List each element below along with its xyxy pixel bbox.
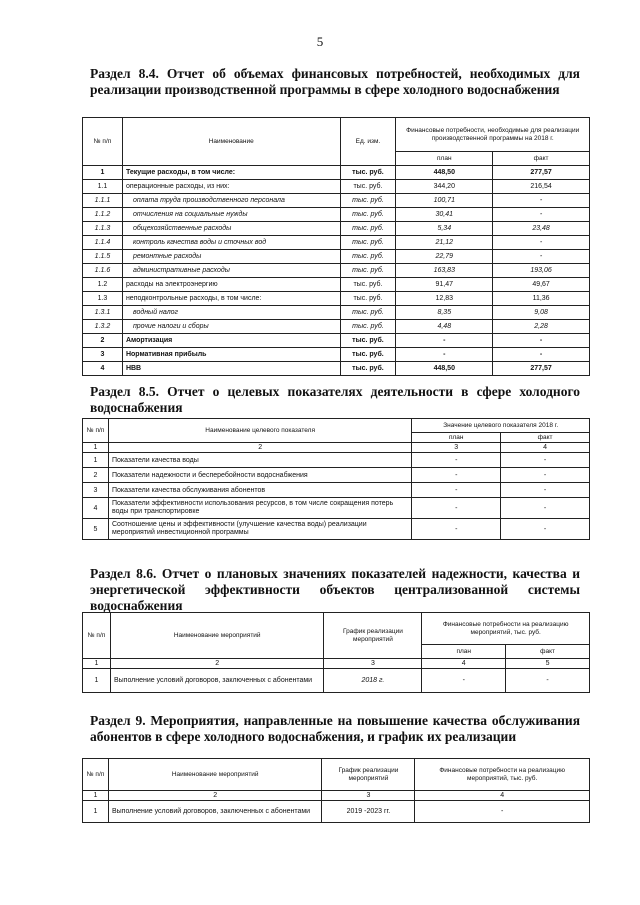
row-plan: - (396, 334, 493, 348)
row-plan: 22,79 (396, 250, 493, 264)
row-plan: - (412, 483, 501, 498)
row-plan: 448,50 (396, 166, 493, 180)
row-fact: 49,67 (493, 278, 590, 292)
row-num: 1.1.5 (83, 250, 123, 264)
row-unit: тыс. руб. (340, 278, 396, 292)
col-header-num: № п/п (83, 759, 109, 791)
col-header-name: Наименование (122, 118, 340, 166)
row-name: отчисления на социальные нужды (122, 208, 340, 222)
page-number: 5 (316, 34, 324, 49)
table-row (83, 278, 590, 292)
row-name: прочие налоги и сборы (122, 320, 340, 334)
row-name: НВВ (122, 362, 340, 376)
row-plan: 4,48 (396, 320, 493, 334)
row-fact: 216,54 (493, 180, 590, 194)
service-measures-table (82, 758, 590, 823)
row-unit: тыс. руб. (340, 306, 396, 320)
row-fact: - (506, 669, 590, 693)
row-plan: 448,50 (396, 362, 493, 376)
index-cell: 3 (322, 791, 415, 801)
reliability-plan-table (82, 612, 590, 693)
table-row (83, 292, 590, 306)
row-fact: - (501, 519, 590, 540)
row-plan: - (412, 519, 501, 540)
table-row (83, 208, 590, 222)
row-num: 1.3 (83, 292, 123, 306)
row-num: 4 (83, 498, 109, 519)
row-fact: - (501, 483, 590, 498)
row-fact: 277,57 (493, 362, 590, 376)
row-num: 1 (83, 453, 109, 468)
table-row (83, 334, 590, 348)
table-row (83, 166, 590, 180)
row-name: ремонтные расходы (122, 250, 340, 264)
row-unit: тыс. руб. (340, 264, 396, 278)
row-name: Показатели качества обслуживания абонентов (108, 483, 411, 498)
table-row (83, 236, 590, 250)
row-plan: 344,20 (396, 180, 493, 194)
row-plan: - (396, 348, 493, 362)
row-name: неподконтрольные расходы, в том числе: (122, 292, 340, 306)
table-row (83, 498, 590, 519)
col-header-fact: факт (501, 433, 590, 443)
table-row (83, 483, 590, 498)
col-header-fact: факт (493, 152, 590, 166)
row-fact: 277,57 (493, 166, 590, 180)
row-fact: - (493, 348, 590, 362)
table-row (83, 264, 590, 278)
row-unit: тыс. руб. (340, 320, 396, 334)
index-cell: 5 (506, 659, 590, 669)
col-header-plan: план (412, 433, 501, 443)
index-cell: 2 (108, 443, 411, 453)
table-row (83, 320, 590, 334)
section-8-6-title: Раздел 8.6. Отчет о плановых значениях показателей надежности, качества и энергетической эффективности объектов централизованной системы водоснабжения (90, 566, 580, 613)
col-header-fact: факт (506, 645, 590, 659)
index-cell: 2 (108, 791, 322, 801)
row-num: 1.1.6 (83, 264, 123, 278)
row-num: 1.1.3 (83, 222, 123, 236)
row-name: Нормативная прибыль (122, 348, 340, 362)
col-header-name: Наименование целевого показателя (108, 419, 411, 443)
col-header-name: Наименование мероприятий (110, 613, 324, 659)
row-unit: тыс. руб. (340, 334, 396, 348)
row-fact: - (493, 194, 590, 208)
row-num: 1.3.2 (83, 320, 123, 334)
table-row (83, 306, 590, 320)
row-name: Выполнение условий договоров, заключенных с абонентами (108, 801, 322, 823)
col-header-fin: Финансовые потребности, необходимые для реализации производственной программы на 2018 г. (396, 118, 590, 152)
row-unit: тыс. руб. (340, 194, 396, 208)
row-unit: тыс. руб. (340, 208, 396, 222)
row-plan: - (412, 468, 501, 483)
row-name: оплата труда производственного персонала (122, 194, 340, 208)
row-unit: тыс. руб. (340, 180, 396, 194)
row-schedule: 2019 -2023 гг. (322, 801, 415, 823)
row-num: 1.1.2 (83, 208, 123, 222)
row-num: 1.2 (83, 278, 123, 292)
table-row (83, 453, 590, 468)
row-fact: - (501, 468, 590, 483)
row-num: 1 (83, 166, 123, 180)
row-unit: тыс. руб. (340, 166, 396, 180)
row-name: водный налог (122, 306, 340, 320)
row-fact: 9,08 (493, 306, 590, 320)
row-unit: тыс. руб. (340, 362, 396, 376)
row-unit: тыс. руб. (340, 222, 396, 236)
row-name: Амортизация (122, 334, 340, 348)
row-fact: - (501, 498, 590, 519)
row-fact: - (501, 453, 590, 468)
row-num: 2 (83, 334, 123, 348)
row-name: Выполнение условий договоров, заключенных с абонентами (110, 669, 324, 693)
index-cell: 4 (501, 443, 590, 453)
row-name: Текущие расходы, в том числе: (122, 166, 340, 180)
row-unit: тыс. руб. (340, 348, 396, 362)
row-num: 1.3.1 (83, 306, 123, 320)
row-plan: 91,47 (396, 278, 493, 292)
row-plan: 21,12 (396, 236, 493, 250)
financial-needs-table (82, 117, 590, 376)
col-header-num: № п/п (83, 613, 111, 659)
row-name: Показатели надежности и бесперебойности водоснабжения (108, 468, 411, 483)
row-plan: 5,34 (396, 222, 493, 236)
col-header-plan: план (422, 645, 506, 659)
col-header-schedule: График реализации мероприятий (324, 613, 422, 659)
row-name: Показатели эффективности использования ресурсов, в том числе сокращения потерь воды при транспортировке (108, 498, 411, 519)
row-name: Показатели качества воды (108, 453, 411, 468)
row-plan: - (422, 669, 506, 693)
col-header-num: № п/п (83, 419, 109, 443)
row-plan: 12,83 (396, 292, 493, 306)
index-cell: 4 (415, 791, 590, 801)
row-fact: - (493, 208, 590, 222)
row-fact: - (493, 250, 590, 264)
row-unit: тыс. руб. (340, 292, 396, 306)
col-header-unit: Ед. изм. (340, 118, 396, 166)
row-num: 1.1.4 (83, 236, 123, 250)
index-cell: 1 (83, 791, 109, 801)
index-cell: 1 (83, 659, 111, 669)
row-fact: 2,28 (493, 320, 590, 334)
row-plan: - (412, 498, 501, 519)
col-header-schedule: График реализации мероприятий (322, 759, 415, 791)
col-header-fin: Финансовые потребности на реализацию мероприятий, тыс. руб. (422, 613, 590, 645)
row-num: 2 (83, 468, 109, 483)
row-name: контроль качества воды и сточных вод (122, 236, 340, 250)
row-schedule: 2018 г. (324, 669, 422, 693)
section-8-5-title: Раздел 8.5. Отчет о целевых показателях деятельности в сфере холодного водоснабжения (90, 384, 580, 415)
row-num: 1.1.1 (83, 194, 123, 208)
row-num: 1 (83, 669, 111, 693)
table-row (83, 669, 590, 693)
row-unit: тыс. руб. (340, 250, 396, 264)
table-row (83, 468, 590, 483)
row-name: операционные расходы, из них: (122, 180, 340, 194)
target-indicators-table (82, 418, 590, 540)
row-unit: тыс. руб. (340, 236, 396, 250)
index-cell: 4 (422, 659, 506, 669)
col-header-num: № п/п (83, 118, 123, 166)
col-header-fin: Финансовые потребности на реализацию мероприятий, тыс. руб. (415, 759, 590, 791)
row-name: общехозяйственные расходы (122, 222, 340, 236)
index-cell: 3 (324, 659, 422, 669)
table-row (83, 194, 590, 208)
row-plan: 8,35 (396, 306, 493, 320)
row-fact: 23,48 (493, 222, 590, 236)
row-num: 1.1 (83, 180, 123, 194)
index-cell: 1 (83, 443, 109, 453)
table-row (83, 180, 590, 194)
row-num: 1 (83, 801, 109, 823)
row-fact: 11,36 (493, 292, 590, 306)
row-fin: - (415, 801, 590, 823)
row-plan: 100,71 (396, 194, 493, 208)
row-num: 3 (83, 483, 109, 498)
table-row (83, 362, 590, 376)
row-fact: - (493, 334, 590, 348)
col-header-value: Значение целевого показателя 2018 г. (412, 419, 590, 433)
col-header-name: Наименование мероприятий (108, 759, 322, 791)
row-name: административные расходы (122, 264, 340, 278)
row-fact: 193,06 (493, 264, 590, 278)
col-header-plan: план (396, 152, 493, 166)
row-name: Соотношение цены и эффективности (улучшение качества воды) реализации мероприятий инвестиционной программы (108, 519, 411, 540)
row-name: расходы на электроэнергию (122, 278, 340, 292)
section-9-title: Раздел 9. Мероприятия, направленные на повышение качества обслуживания абонентов в сфере холодного водоснабжения, и график их реализации (90, 713, 580, 744)
row-num: 5 (83, 519, 109, 540)
table-row (83, 519, 590, 540)
table-row (83, 801, 590, 823)
table-row (83, 222, 590, 236)
table-row (83, 250, 590, 264)
index-cell: 3 (412, 443, 501, 453)
row-plan: - (412, 453, 501, 468)
row-num: 4 (83, 362, 123, 376)
table-row (83, 348, 590, 362)
row-num: 3 (83, 348, 123, 362)
row-fact: - (493, 236, 590, 250)
row-plan: 163,83 (396, 264, 493, 278)
index-cell: 2 (110, 659, 324, 669)
row-plan: 30,41 (396, 208, 493, 222)
section-8-4-title: Раздел 8.4. Отчет об объемах финансовых потребностей, необходимых для реализации производственной программы в сфере холодного водоснабжения (90, 66, 580, 97)
